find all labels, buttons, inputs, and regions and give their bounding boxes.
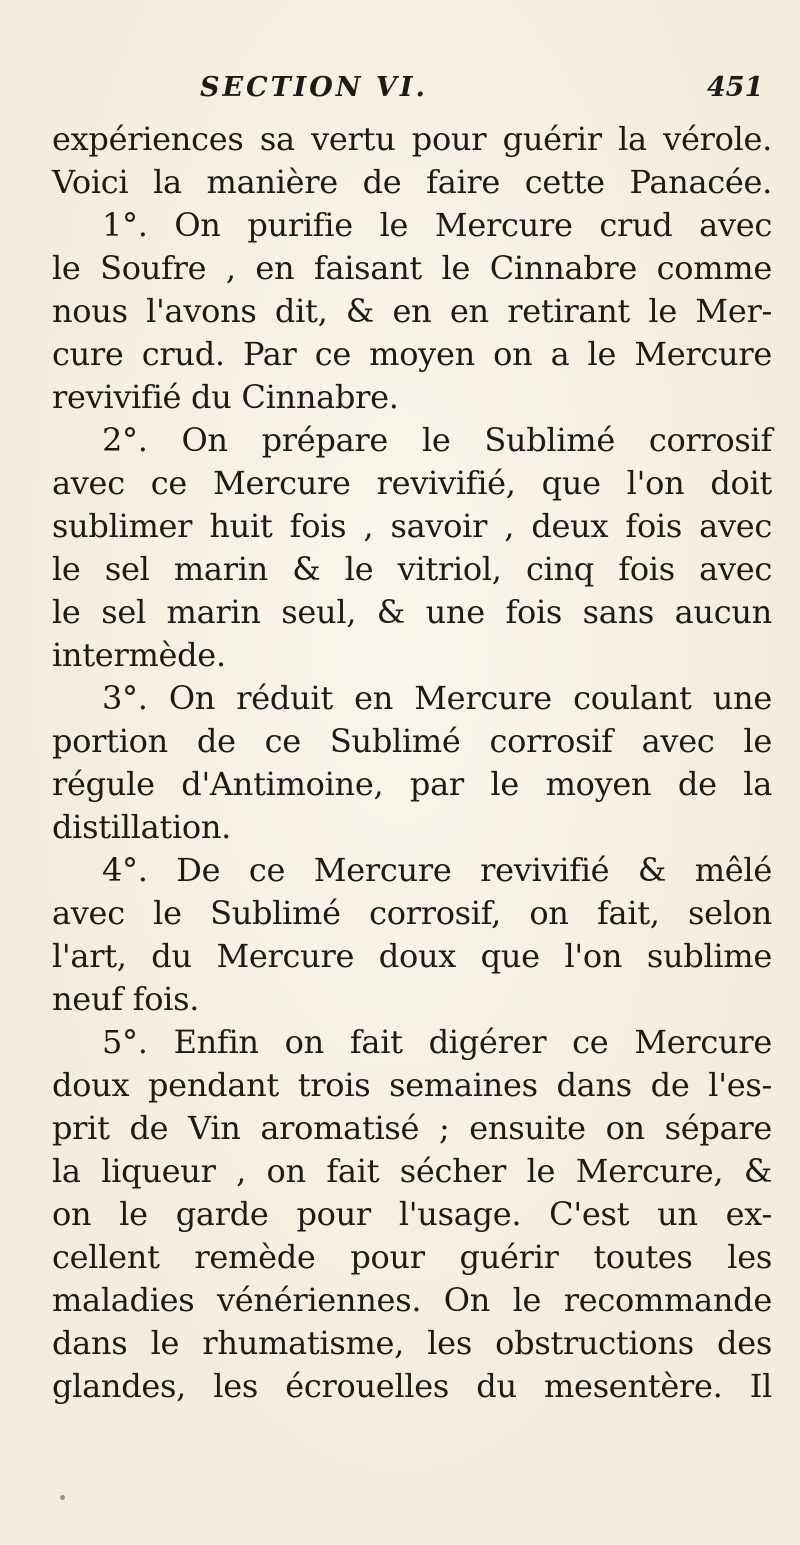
text-line: le sel marin seul, & une fois sans aucun — [52, 593, 772, 631]
text-line: avec le Sublimé corrosif, on fait, selon — [52, 894, 772, 932]
text-line: 1°. On purifie le Mercure crud avec — [102, 206, 772, 244]
text-line: prit de Vin aromatisé ; ensuite on sépare — [52, 1109, 772, 1147]
text-line: le sel marin & le vitriol, cinq fois avec — [52, 550, 772, 588]
running-head: SECTION VI. — [200, 72, 428, 103]
text-line: neuf fois. — [52, 980, 200, 1018]
text-line: 3°. On réduit en Mercure coulant une — [102, 679, 772, 717]
text-line: sublimer huit fois , savoir , deux fois avec — [52, 507, 772, 545]
text-line: nous l'avons dit, & en en retirant le Mer- — [52, 292, 772, 330]
text-line: cellent remède pour guérir toutes les — [52, 1238, 772, 1276]
text-line: 4°. De ce Mercure revivifié & mêlé — [102, 851, 772, 889]
text-line: dans le rhumatisme, les obstructions des — [52, 1324, 772, 1362]
text-line: la liqueur , on fait sécher le Mercure, & — [52, 1152, 772, 1190]
text-line: l'art, du Mercure doux que l'on sublime — [52, 937, 772, 975]
text-line: avec ce Mercure revivifié, que l'on doit — [52, 464, 772, 502]
ink-spot — [60, 1495, 65, 1500]
text-line: cure crud. Par ce moyen on a le Mercure — [52, 335, 772, 373]
text-line: portion de ce Sublimé corrosif avec le — [52, 722, 772, 760]
text-line: maladies vénériennes. On le recommande — [52, 1281, 772, 1319]
page-header — [0, 72, 800, 116]
page-number: 451 — [707, 72, 764, 103]
text-line: doux pendant trois semaines dans de l'es- — [52, 1066, 772, 1104]
text-line: revivifié du Cinnabre. — [52, 378, 399, 416]
text-line: 5°. Enfin on fait digérer ce Mercure — [102, 1023, 772, 1061]
text-line: régule d'Antimoine, par le moyen de la — [52, 765, 772, 803]
text-line: expériences sa vertu pour guérir la vérole. — [52, 120, 772, 158]
text-line: glandes, les écrouelles du mesentère. Il — [52, 1367, 772, 1405]
text-line: intermède. — [52, 636, 226, 674]
body-text — [52, 118, 772, 1408]
text-line: le Soufre , en faisant le Cinnabre comme — [52, 249, 772, 287]
text-line: Voici la manière de faire cette Panacée. — [52, 163, 772, 201]
text-line: on le garde pour l'usage. C'est un ex- — [52, 1195, 772, 1233]
text-line: 2°. On prépare le Sublimé corrosif — [102, 421, 772, 459]
text-line: distillation. — [52, 808, 232, 846]
